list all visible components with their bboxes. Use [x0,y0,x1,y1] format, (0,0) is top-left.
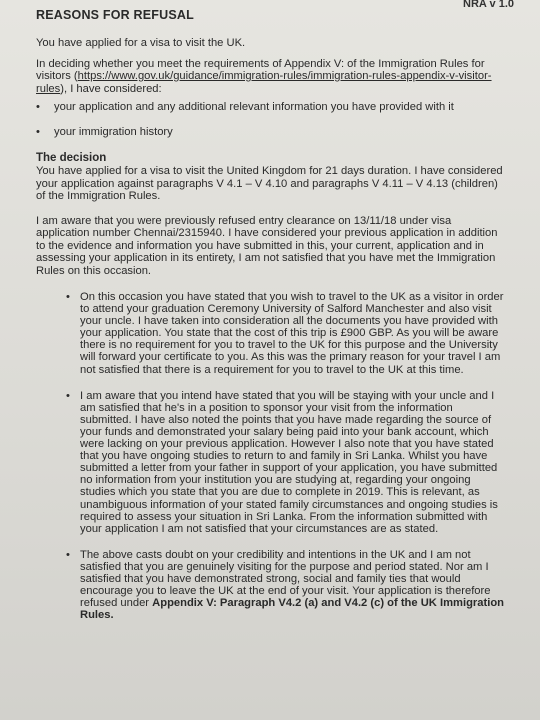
page-title: REASONS FOR REFUSAL [36,8,194,22]
previous-refusal-paragraph: I am aware that you were previously refused entry clearance on 13/11/18 under visa application number Chennai/2315940. I have considered your previous application in addition to the evidence and information you have submitted in this, your current, application and in assessing your application in its entirety, I am not satisfied that you have met the Immigration Rules on this occasion. [36,214,498,277]
immigration-rules-link[interactable]: https://www.gov.uk/guidance/immigration-rules/immigration-rules-appendix-v-visitor-rules [36,70,492,95]
list-item: • your immigration history [36,126,504,139]
considered-list [36,101,504,138]
reasons-list [36,291,504,621]
reason-item: • The above casts doubt on your credibility and intentions in the UK and I am not satisfied that you are genuinely visiting for the purpose and period stated. Nor am I satisfied that you have demonstrated strong, social and family ties that would encourage you to leave the UK at the end of your visit. Your application is therefore refused under Appendix V: Paragraph V4.2 (a) and V4.2 (c) of the UK Immigration Rules. [66,549,504,622]
document-reference: NRA v 1.0 [463,0,514,10]
refusal-paragraph-reference: Appendix V: Paragraph V4.2 (a) and V4.2 (c) of the UK Immigration Rules. [80,597,505,622]
reason-item: • I am aware that you intend have stated that you will be staying with your uncle and I am satisfied that he's in a position to sponsor your visit from the information submitted. I have also noted the points that you have made regarding the source of your funds and demonstrated your salary being paid into your bank account, which were lacking on your previous application. However I also note that you have stated that you have ongoing studies to return to and family in Sri Lanka. Whilst you have submitted a letter from your father in support of your application, you have submitted no information from your institution you are studying at, regarding your ongoing studies which you state that you are due to complete in 2019. This is relevant, as unambiguous information of your stated family circumstances and ongoing studies is required to assess your situation in Sri Lanka. From the information submitted with your application I am not satisfied that your circumstances are as stated. [66,390,504,535]
decision-paragraph: You have applied for a visa to visit the United Kingdom for 21 days duration. I have considered your application against paragraphs V 4.1 – V 4.10 and paragraphs V 4.11 – V 4.13 (children) of the Immigration Rules. [36,165,503,202]
intro-requirements: In deciding whether you meet the requirements of Appendix V: of the Immigration Rules for visitors (https://www.gov.uk/guidance/immigration-rules/immigration-rules-appendix-v-visitor-rules), I have considered: [36,57,492,95]
decision-heading: The decision [36,152,107,164]
list-item: • your application and any additional relevant information you have provided with it [36,101,504,114]
reason-item: • On this occasion you have stated that you wish to travel to the UK as a visitor in order to attend your graduation Ceremony University of Salford Manchester and also visit your uncle. I have taken into consideration all the documents you have provided with your application. You state that the cost of this trip is £900 GBP. As you will be aware there is no requirement for you to travel to the UK for this purpose and the University will forward your certificate to you. As this was the primary reason for your travel I am not satisfied that there is a requirement for you to travel to the UK at this time. [66,291,504,376]
intro-line: You have applied for a visa to visit the UK. [36,37,246,49]
